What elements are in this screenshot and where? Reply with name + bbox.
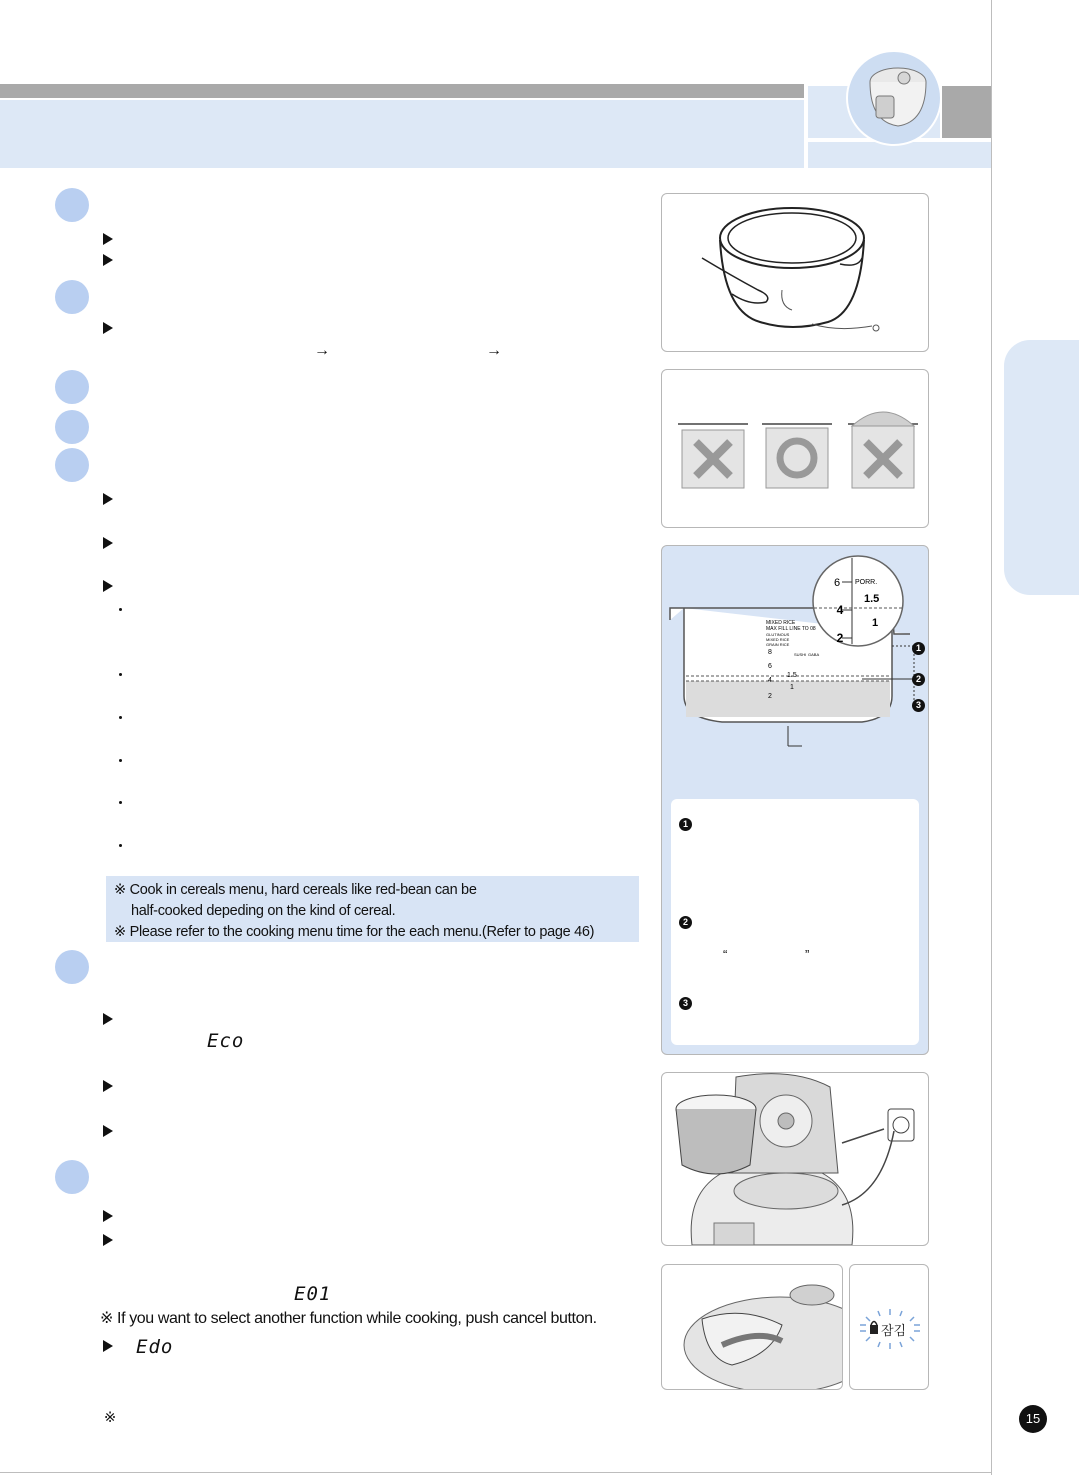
bullet-arrow [103, 1210, 113, 1222]
rice-cooker-icon [848, 52, 940, 144]
section-side-tab [1004, 340, 1079, 595]
step-marker-2 [55, 280, 89, 314]
scale-label-15: 1.5 [787, 672, 797, 679]
step-marker-7 [55, 1160, 89, 1194]
bullet-arrow [103, 1125, 113, 1137]
bullet-arrow [103, 537, 113, 549]
step-marker-4 [55, 410, 89, 444]
sub-bullet [119, 673, 122, 676]
bullet-arrow [103, 1340, 113, 1352]
pot-uneven-left [678, 424, 748, 488]
sub-bullet [119, 844, 122, 847]
scale-label-sushi: SUSHI [794, 652, 807, 657]
right-margin-rule [991, 0, 992, 1475]
step-marker-1 [55, 188, 89, 222]
scale-label-1: 1 [790, 684, 794, 691]
inner-pot-scale-illustration [662, 546, 928, 801]
sub-bullet [119, 759, 122, 762]
display-code-e01: E01 [294, 1283, 332, 1305]
bullet-arrow [103, 580, 113, 592]
bottom-rule [0, 1472, 991, 1473]
cooker-plug-illustration [662, 1073, 928, 1245]
wash-pot-illustration [662, 194, 928, 351]
bullet-arrow [103, 1080, 113, 1092]
scale-label-max-fill: MAX FILL LINE TO 08 [766, 626, 816, 632]
legend-bullet-1: 1 [679, 818, 692, 831]
legend-quote-close: ” [805, 947, 810, 962]
zoom-label-2: 2 [836, 631, 844, 645]
sub-bullet [119, 608, 122, 611]
bullet-arrow [103, 1234, 113, 1246]
page-number: 15 [1019, 1405, 1047, 1433]
figure-insert-pot-plug [661, 1072, 929, 1246]
bullet-arrow [103, 493, 113, 505]
header-gray-bar [0, 84, 804, 98]
figure-wash-pot [661, 193, 929, 352]
figure-lock-display [849, 1264, 929, 1390]
scale-label-glutinous: GLUTINOUS [766, 632, 790, 637]
scale-legend-box [671, 799, 919, 1045]
legend-bullet-3: 3 [679, 997, 692, 1010]
legend-quote-open: “ [723, 947, 728, 962]
sub-bullet [119, 801, 122, 804]
pot-overfilled-right [848, 412, 918, 488]
step-marker-3 [55, 370, 89, 404]
scale-label-4: 4 [768, 677, 772, 684]
header-title-band [0, 100, 804, 168]
scale-label-gaba: GABA [808, 652, 820, 657]
zoom-label-15: 1.5 [864, 593, 880, 605]
note-cancel: ※ If you want to select another function while cooking, push cancel button. [100, 1310, 597, 1327]
callout-3: 3 [912, 699, 925, 712]
display-code-edo: Edo [136, 1336, 174, 1358]
flow-arrow: → [314, 342, 330, 359]
note-menu-time: ※ Please refer to the cooking menu time for the each menu.(Refer to page 46) [114, 924, 595, 940]
pot-level-center [762, 424, 832, 488]
lock-lid-illustration [662, 1265, 842, 1389]
zoom-label-1: 1 [872, 617, 879, 629]
sub-bullet [119, 716, 122, 719]
scale-label-8: 8 [768, 649, 772, 656]
bullet-arrow [103, 1013, 113, 1025]
scale-label-2: 2 [768, 693, 772, 700]
legend-bullet-2: 2 [679, 916, 692, 929]
scale-label-grain-rice: GRAIN RICE [766, 642, 790, 647]
note-cereals-line1: ※ Cook in cereals menu, hard cereals like red-bean can be [114, 882, 477, 898]
bullet-arrow [103, 233, 113, 245]
figure-level-rice [661, 369, 929, 528]
level-rice-illustration [662, 370, 928, 527]
callout-2: 2 [912, 673, 925, 686]
callout-1: 1 [912, 642, 925, 655]
header-gray-block [942, 86, 991, 138]
display-code-eco: Eco [207, 1030, 245, 1052]
bullet-arrow [103, 254, 113, 266]
bottom-note-mark: ※ [104, 1410, 116, 1426]
step-marker-5 [55, 448, 89, 482]
flow-arrow: → [486, 342, 502, 359]
scale-label-mixed-rice: MIXED RICE [766, 620, 796, 626]
figure-lock-lid [661, 1264, 843, 1390]
lock-status-label: 잠김 [881, 1324, 907, 1339]
note-cereals-line2: half-cooked depeding on the kind of cereal. [131, 903, 396, 919]
zoom-label-6: 6 [833, 577, 841, 589]
bullet-arrow [103, 322, 113, 334]
scale-label-6: 6 [768, 663, 772, 670]
zoom-label-4: 4 [836, 603, 844, 617]
rice-cooker-thumbnail [846, 50, 942, 146]
step-marker-6 [55, 950, 89, 984]
zoom-label-porr: PORR. [855, 579, 878, 586]
scale-label-mixed-rice-2: MIXED RICE [766, 637, 790, 642]
figure-water-scale [661, 545, 929, 1055]
